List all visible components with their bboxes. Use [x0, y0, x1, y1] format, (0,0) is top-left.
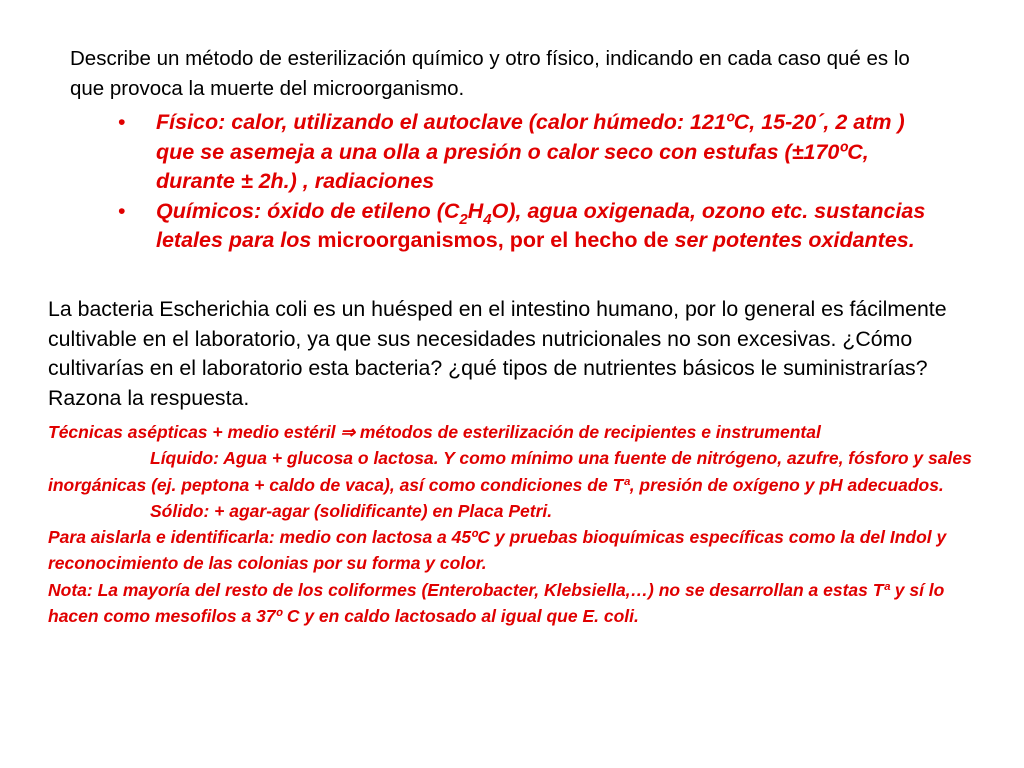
liquid-medium-text: Líquido: Agua + glucosa o lactosa. Y como mínimo una fuente de nitrógeno, azufre, fósforo y sales inorgánicas (ej. peptona + caldo de vaca), así como condiciones de Tª, presión de oxígeno y pH adecuados. — [48, 448, 972, 495]
physical-method-text: Físico: calor, utilizando el autoclave (calor húmedo: 121ºC, 15-20´, 2 atm ) que se asemeja a una olla a presión o calor seco con estufas (±170ºC, durante ± 2h.) , radiaciones — [156, 110, 905, 193]
bullet-icon: • — [118, 198, 126, 223]
implies-arrow-icon: ⇒ — [340, 422, 355, 442]
aseptic-line: Técnicas asépticas + medio estéril ⇒ métodos de esterilización de recipientes e instrumental — [48, 422, 821, 442]
bullet-icon: • — [118, 110, 126, 134]
isolation-text: Para aislarla e identificarla: medio con lactosa a 45ºC y pruebas bioquímicas específicas como la del Indol y reconocimiento de las colonias por su forma y color. — [48, 527, 947, 574]
note-text: Nota: La mayoría del resto de los coliformes (Enterobacter, Klebsiella,…) no se desarrollan a estas Tª y sí lo hacen como mesofilos a 37º C y en caldo lactosado al igual que E. coli. — [48, 579, 945, 627]
solid-medium-text: Sólido: + agar-agar (solidificante) en Placa Petri. — [150, 500, 553, 521]
list-item-physical — [118, 108, 938, 197]
answer-2 — [48, 419, 998, 629]
question-2-text: La bacteria Escherichia coli es un huésped en el intestino humano, por lo general es fácilmente cultivable en el laboratorio, ya que sus necesidades nutricionales no son excesivas. ¿Cómo cultivarías en el laboratorio esta bacteria? ¿qué tipos de nutrientes básicos le suministrarías? Razona la respuesta. — [48, 297, 947, 410]
subscript-2: 2 — [459, 210, 468, 228]
answer-1-list — [118, 108, 938, 256]
question-1-text: Describe un método de esterilización químico y otro físico, indicando en cada caso qué es lo que provoca la muerte del microorganismo. — [70, 47, 910, 100]
list-item-chemical — [118, 197, 938, 256]
microorganismos-text: microorganismos, por el hecho de — [317, 228, 669, 252]
subscript-4: 4 — [483, 210, 492, 228]
chemical-method-text: Químicos: óxido de etileno $(C_2H_4O)$, agua oxigenada, ozono etc. sustancias letales para los microorganismos, por el hecho de ser potentes oxidantes. — [156, 198, 926, 252]
